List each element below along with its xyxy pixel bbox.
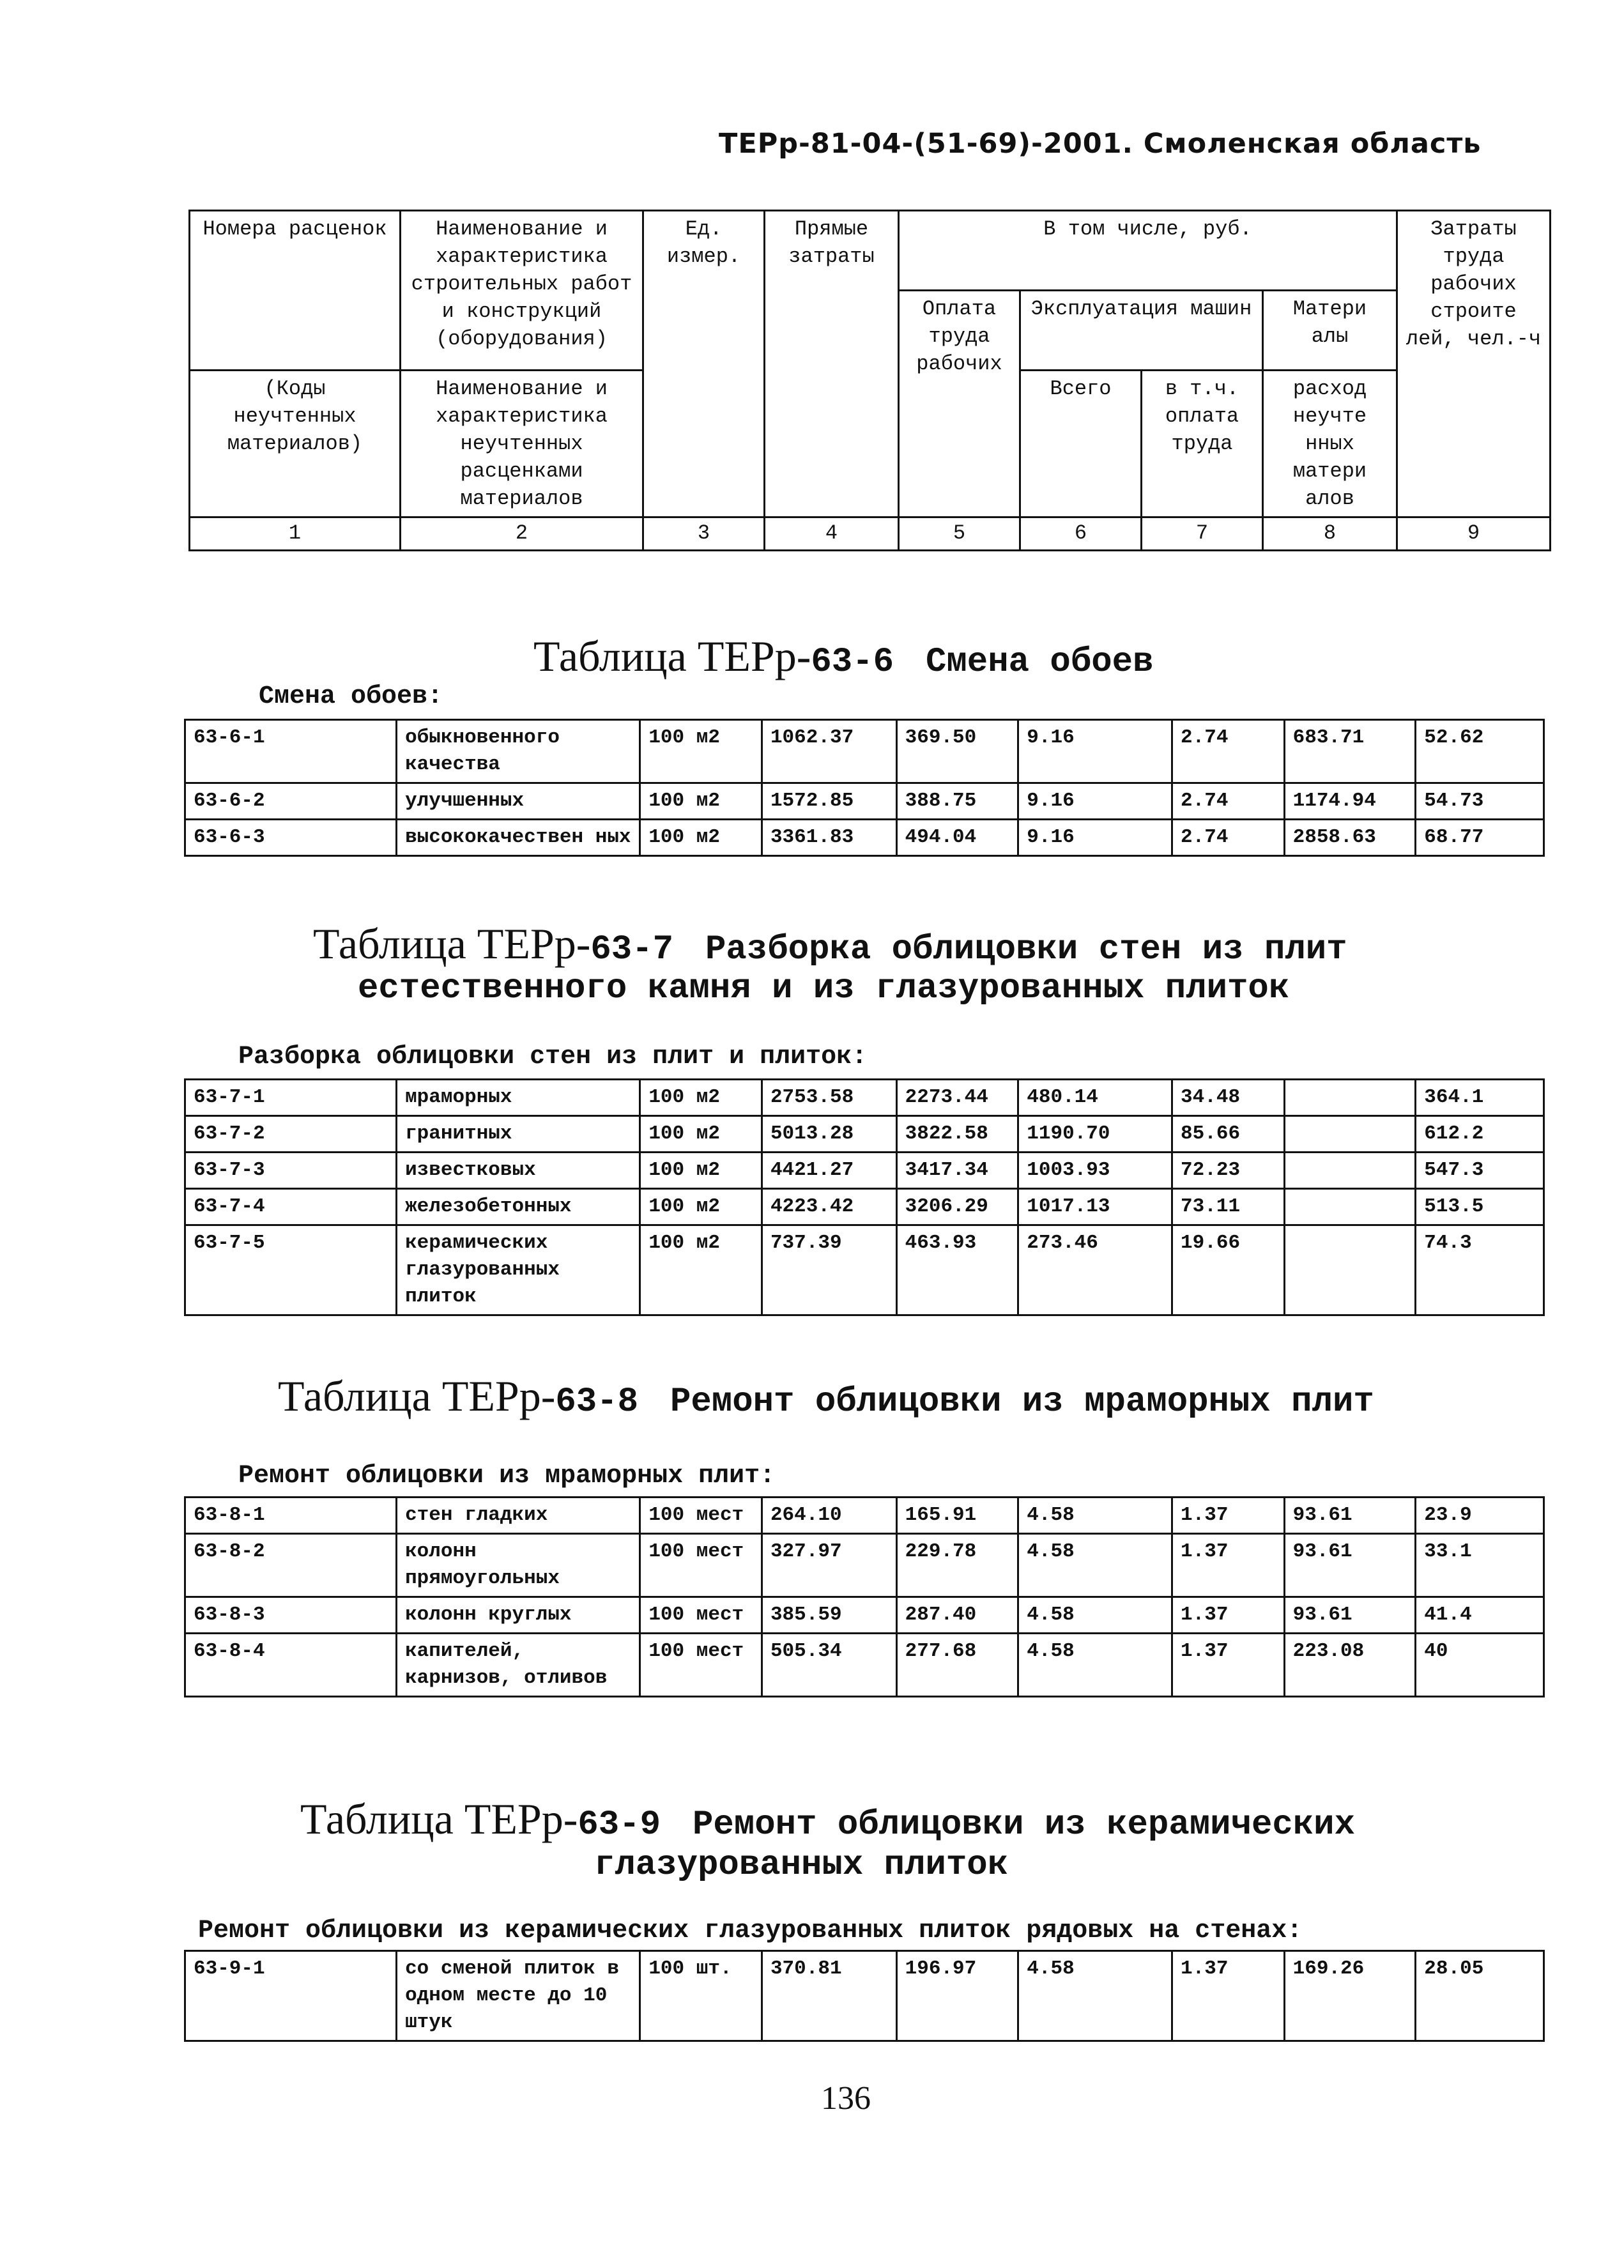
unit-cell: 100 шт.: [640, 1951, 762, 2041]
labor-pay-cell: 369.50: [896, 720, 1018, 783]
section-name: Смена обоев: [926, 643, 1154, 682]
section-title-line2: естественного камня и из глазурованных плиток: [358, 969, 1290, 1008]
section-subtitle: Ремонт облицовки из мраморных плит:: [238, 1462, 776, 1490]
section-title-prefix: Таблица ТЕРр-: [278, 1372, 556, 1420]
labor-costs-cell: 28.05: [1416, 1951, 1544, 2041]
rate-code-cell: 63-8-2: [185, 1534, 397, 1597]
materials-cell: 93.61: [1284, 1534, 1416, 1597]
header-machines: Эксплуатация машин: [1020, 291, 1263, 371]
header-col-number: 1: [190, 517, 401, 551]
materials-cell: 683.71: [1284, 720, 1416, 783]
direct-costs-cell: 264.10: [762, 1498, 896, 1534]
rate-code-cell: 63-7-2: [185, 1116, 397, 1153]
work-name-cell: колонн прямоугольных: [397, 1534, 640, 1597]
direct-costs-cell: 370.81: [762, 1951, 896, 2041]
table-row: [185, 1634, 1544, 1697]
header-col-number: 9: [1397, 517, 1551, 551]
materials-cell: [1284, 1116, 1416, 1153]
section-name: Разборка облицовки стен из плит: [705, 930, 1347, 969]
machines-labor-cell: 1.37: [1172, 1597, 1285, 1634]
rates-table-body: [185, 1951, 1544, 2041]
direct-costs-cell: 737.39: [762, 1225, 896, 1315]
machines-labor-cell: 1.37: [1172, 1634, 1285, 1697]
machines-total-cell: 1003.93: [1018, 1153, 1172, 1189]
unit-cell: 100 мест: [640, 1634, 762, 1697]
header-col-number: 2: [401, 517, 643, 551]
machines-total-cell: 4.58: [1018, 1498, 1172, 1534]
header-including-group: В том числе, руб.: [899, 211, 1397, 291]
labor-costs-cell: 52.62: [1416, 720, 1544, 783]
table-row: [185, 1225, 1544, 1315]
materials-cell: 223.08: [1284, 1634, 1416, 1697]
header-materials-usage: расход неучте нных матери алов: [1263, 371, 1397, 517]
materials-cell: [1284, 1189, 1416, 1225]
machines-total-cell: 4.58: [1018, 1597, 1172, 1634]
rate-code-cell: 63-7-3: [185, 1153, 397, 1189]
table-row: [185, 1080, 1544, 1116]
header-col-number: 7: [1142, 517, 1263, 551]
labor-pay-cell: 494.04: [896, 820, 1018, 856]
section-subtitle: Разборка облицовки стен из плит и плиток:: [238, 1043, 868, 1071]
rate-code-cell: 63-6-3: [185, 820, 397, 856]
machines-total-cell: 9.16: [1018, 720, 1172, 783]
unit-cell: 100 мест: [640, 1498, 762, 1534]
machines-labor-cell: 1.37: [1172, 1951, 1285, 2041]
labor-costs-cell: 513.5: [1416, 1189, 1544, 1225]
unit-cell: 100 мест: [640, 1534, 762, 1597]
work-name-cell: улучшенных: [397, 783, 640, 820]
table-row: [185, 820, 1544, 856]
unit-cell: 100 м2: [640, 1189, 762, 1225]
materials-cell: 169.26: [1284, 1951, 1416, 2041]
table-row: [185, 1534, 1544, 1597]
header-labor-pay: Оплата труда рабочих: [899, 291, 1020, 517]
machines-total-cell: 4.58: [1018, 1534, 1172, 1597]
machines-labor-cell: 2.74: [1172, 783, 1285, 820]
labor-pay-cell: 3822.58: [896, 1116, 1018, 1153]
unit-cell: 100 м2: [640, 820, 762, 856]
section-title-prefix: Таблица ТЕРр-: [313, 919, 591, 968]
materials-cell: 2858.63: [1284, 820, 1416, 856]
table-row: [185, 720, 1544, 783]
header-labor-costs: Затраты труда рабочих строите лей, чел.-ч: [1397, 211, 1551, 517]
machines-labor-cell: 73.11: [1172, 1189, 1285, 1225]
materials-cell: [1284, 1080, 1416, 1116]
direct-costs-cell: 3361.83: [762, 820, 896, 856]
table-row: [185, 1597, 1544, 1634]
header-material-codes: (Коды неучтенных материалов): [190, 371, 401, 517]
work-name-cell: обыкновенного качества: [397, 720, 640, 783]
table-row: [185, 1153, 1544, 1189]
direct-costs-cell: 4223.42: [762, 1189, 896, 1225]
rates-table-body: [185, 1080, 1544, 1315]
work-name-cell: известковых: [397, 1153, 640, 1189]
materials-cell: 93.61: [1284, 1597, 1416, 1634]
machines-labor-cell: 72.23: [1172, 1153, 1285, 1189]
header-col-number: 4: [765, 517, 899, 551]
section-name: Ремонт облицовки из мраморных плит: [670, 1383, 1374, 1421]
labor-costs-cell: 612.2: [1416, 1116, 1544, 1153]
machines-labor-cell: 1.37: [1172, 1498, 1285, 1534]
machines-total-cell: 4.58: [1018, 1951, 1172, 2041]
machines-total-cell: 273.46: [1018, 1225, 1172, 1315]
materials-cell: [1284, 1153, 1416, 1189]
machines-total-cell: 4.58: [1018, 1634, 1172, 1697]
rate-code-cell: 63-7-5: [185, 1225, 397, 1315]
work-name-cell: мраморных: [397, 1080, 640, 1116]
section-code: 63-9: [578, 1805, 661, 1844]
work-name-cell: капителей, карнизов, отливов: [397, 1634, 640, 1697]
labor-pay-cell: 388.75: [896, 783, 1018, 820]
header-rate-numbers: Номера расценок: [190, 211, 401, 371]
section-name: Ремонт облицовки из керамических: [693, 1805, 1355, 1844]
work-name-cell: высококачествен ных: [397, 820, 640, 856]
machines-labor-cell: 1.37: [1172, 1534, 1285, 1597]
rates-table-body: [185, 720, 1544, 856]
table-row: [185, 1116, 1544, 1153]
header-direct-costs: Прямые затраты: [765, 211, 899, 517]
direct-costs-cell: 505.34: [762, 1634, 896, 1697]
labor-costs-cell: 41.4: [1416, 1597, 1544, 1634]
unit-cell: 100 м2: [640, 1116, 762, 1153]
unit-cell: 100 м2: [640, 783, 762, 820]
header-col-number: 5: [899, 517, 1020, 551]
machines-total-cell: 480.14: [1018, 1080, 1172, 1116]
section-title-prefix: Таблица ТЕРр-: [300, 1795, 578, 1843]
section-subtitle: Ремонт облицовки из керамических глазурованных плиток рядовых на стенах:: [198, 1917, 1303, 1945]
section-title-line2: глазурованных плиток: [594, 1846, 1009, 1885]
materials-cell: [1284, 1225, 1416, 1315]
labor-costs-cell: 23.9: [1416, 1498, 1544, 1534]
unit-cell: 100 мест: [640, 1597, 762, 1634]
rates-table: [184, 719, 1545, 857]
header-machines-total: Всего: [1020, 371, 1142, 517]
machines-total-cell: 9.16: [1018, 820, 1172, 856]
page-header: ТЕРр-81-04-(51-69)-2001. Смоленская область: [719, 128, 1482, 160]
work-name-cell: керамических глазурованных плиток: [397, 1225, 640, 1315]
labor-costs-cell: 40: [1416, 1634, 1544, 1697]
unit-cell: 100 м2: [640, 1225, 762, 1315]
machines-total-cell: 1017.13: [1018, 1189, 1172, 1225]
rate-code-cell: 63-8-3: [185, 1597, 397, 1634]
labor-pay-cell: 277.68: [896, 1634, 1018, 1697]
labor-pay-cell: 2273.44: [896, 1080, 1018, 1116]
section-subtitle: Смена обоев:: [259, 682, 443, 711]
section-code: 63-8: [555, 1383, 638, 1421]
table-row: [185, 1951, 1544, 2041]
materials-cell: 1174.94: [1284, 783, 1416, 820]
labor-pay-cell: 3417.34: [896, 1153, 1018, 1189]
header-material-names: Наименование и характеристика неучтенных расценками материалов: [401, 371, 643, 517]
direct-costs-cell: 2753.58: [762, 1080, 896, 1116]
labor-pay-cell: 229.78: [896, 1534, 1018, 1597]
page-number: 136: [821, 2080, 871, 2117]
direct-costs-cell: 4421.27: [762, 1153, 896, 1189]
rates-table: [184, 1078, 1545, 1316]
work-name-cell: стен гладких: [397, 1498, 640, 1534]
table-row: [185, 1498, 1544, 1534]
materials-cell: 93.61: [1284, 1498, 1416, 1534]
rates-table: [184, 1496, 1545, 1697]
table-row: [185, 783, 1544, 820]
unit-cell: 100 м2: [640, 720, 762, 783]
work-name-cell: гранитных: [397, 1116, 640, 1153]
unit-cell: 100 м2: [640, 1080, 762, 1116]
machines-total-cell: 9.16: [1018, 783, 1172, 820]
section-title: [278, 1372, 1374, 1432]
header-col-number: 3: [643, 517, 765, 551]
header-machines-labor: в т.ч. оплата труда: [1142, 371, 1263, 517]
rates-table-body: [185, 1498, 1544, 1697]
section-title: [533, 632, 1153, 692]
rate-code-cell: 63-8-4: [185, 1634, 397, 1697]
machines-labor-cell: 2.74: [1172, 720, 1285, 783]
work-name-cell: железобетонных: [397, 1189, 640, 1225]
machines-labor-cell: 34.48: [1172, 1080, 1285, 1116]
rate-code-cell: 63-8-1: [185, 1498, 397, 1534]
direct-costs-cell: 327.97: [762, 1534, 896, 1597]
labor-pay-cell: 165.91: [896, 1498, 1018, 1534]
labor-pay-cell: 287.40: [896, 1597, 1018, 1634]
direct-costs-cell: 1062.37: [762, 720, 896, 783]
rate-code-cell: 63-7-4: [185, 1189, 397, 1225]
machines-total-cell: 1190.70: [1018, 1116, 1172, 1153]
labor-costs-cell: 54.73: [1416, 783, 1544, 820]
unit-cell: 100 м2: [640, 1153, 762, 1189]
rate-code-cell: 63-9-1: [185, 1951, 397, 2041]
header-col-number: 8: [1263, 517, 1397, 551]
labor-costs-cell: 364.1: [1416, 1080, 1544, 1116]
rate-code-cell: 63-7-1: [185, 1080, 397, 1116]
section-code: 63-6: [811, 643, 894, 682]
work-name-cell: со сменой плиток в одном месте до 10 штук: [397, 1951, 640, 2041]
direct-costs-cell: 1572.85: [762, 783, 896, 820]
labor-costs-cell: 33.1: [1416, 1534, 1544, 1597]
header-materials: Матери алы: [1263, 291, 1397, 371]
labor-costs-cell: 74.3: [1416, 1225, 1544, 1315]
labor-pay-cell: 463.93: [896, 1225, 1018, 1315]
header-work-name: Наименование и характеристика строительных работ и конструкций (оборудования): [401, 211, 643, 371]
rate-code-cell: 63-6-1: [185, 720, 397, 783]
labor-costs-cell: 68.77: [1416, 820, 1544, 856]
labor-costs-cell: 547.3: [1416, 1153, 1544, 1189]
section-code: 63-7: [590, 930, 673, 969]
machines-labor-cell: 85.66: [1172, 1116, 1285, 1153]
table-row: [185, 1189, 1544, 1225]
work-name-cell: колонн круглых: [397, 1597, 640, 1634]
machines-labor-cell: 19.66: [1172, 1225, 1285, 1315]
labor-pay-cell: 3206.29: [896, 1189, 1018, 1225]
rates-table: [184, 1950, 1545, 2042]
section-title-prefix: Таблица ТЕРр-: [533, 632, 811, 680]
header-unit: Ед. измер.: [643, 211, 765, 517]
direct-costs-cell: 5013.28: [762, 1116, 896, 1153]
header-col-number: 6: [1020, 517, 1142, 551]
labor-pay-cell: 196.97: [896, 1951, 1018, 2041]
column-header-table: [188, 210, 1551, 551]
rate-code-cell: 63-6-2: [185, 783, 397, 820]
machines-labor-cell: 2.74: [1172, 820, 1285, 856]
direct-costs-cell: 385.59: [762, 1597, 896, 1634]
